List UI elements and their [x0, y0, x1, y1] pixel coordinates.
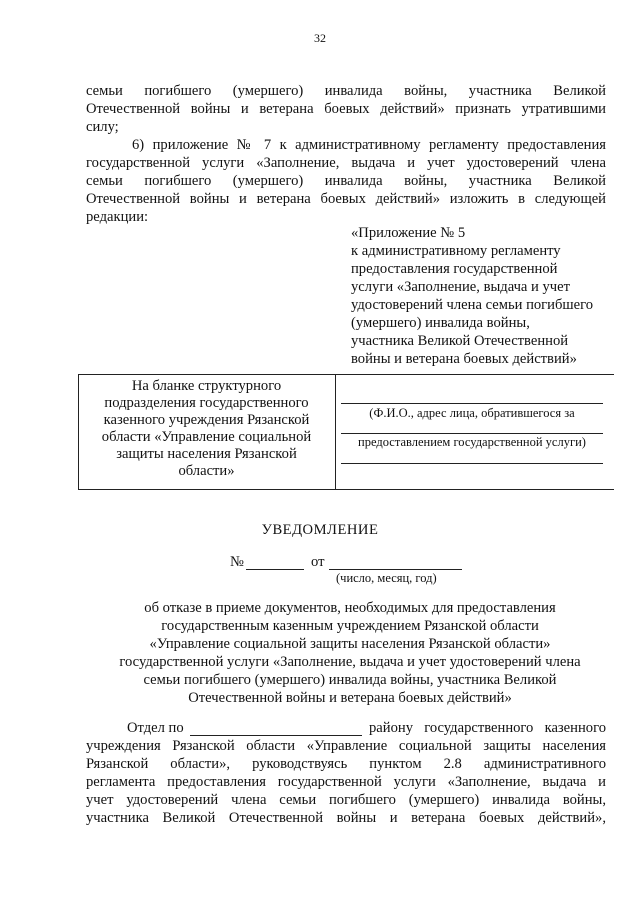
table-left-line: области «Управление социальной — [101, 429, 312, 445]
appendix-line: услуги «Заполнение, выдача и учет — [351, 279, 570, 295]
body-line: 6) приложение № 7 к административному регламенту предоставления — [132, 137, 606, 153]
department-prefix: Отдел по — [127, 720, 184, 736]
table-left-line: защиты населения Рязанской — [116, 446, 297, 462]
refusal-line: семьи погибшего (умершего) инвалида войны, участника Великой — [143, 672, 557, 688]
body-line: Отечественной войны и ветерана боевых действий» изложить в следующей — [86, 191, 606, 207]
table-left-line: области» — [178, 463, 235, 479]
body-line: силу; — [86, 119, 119, 135]
body-line: государственной услуги «Заполнение, выдача и учет удостоверений члена — [86, 155, 606, 171]
fio-underline-3 — [341, 463, 603, 464]
body-line: семьи погибшего (умершего) инвалида войны, участника Великой — [86, 173, 606, 189]
notice-title: УВЕДОМЛЕНИЕ — [261, 522, 379, 538]
appendix-line: к административному регламенту — [351, 243, 561, 259]
refusal-line: государственным казенным учреждением Рязанской области — [161, 618, 539, 634]
body-line: семьи погибшего (умершего) инвалида войны, участника Великой — [86, 83, 606, 99]
header-table — [78, 374, 614, 490]
table-border-top — [78, 374, 614, 375]
appendix-line: «Приложение № 5 — [351, 225, 466, 241]
district-blank — [190, 735, 362, 736]
table-left-line: На бланке структурного — [131, 378, 282, 394]
appendix-line: войны и ветерана боевых действий» — [351, 351, 577, 367]
department-line: учреждения Рязанской области «Управление социальной защиты населения — [86, 738, 606, 754]
refusal-line: «Управление социальной защиты населения Рязанской области» — [149, 636, 551, 652]
department-suffix: району государственного казенного — [369, 720, 606, 736]
service-caption: предоставлением государственной услуги) — [358, 435, 586, 449]
date-label: от — [311, 554, 325, 570]
fio-underline-2 — [341, 433, 603, 434]
appendix-line: предоставления государственной — [351, 261, 558, 277]
refusal-line: Отечественной войны и ветерана боевых действий» — [188, 690, 512, 706]
date-blank — [329, 569, 462, 570]
number-label: № — [230, 554, 244, 570]
department-line: регламента предоставления государственной услуги «Заполнение, выдача и — [86, 774, 606, 790]
department-line: учет удостоверений члена семьи погибшего (умершего) инвалида войны, — [86, 792, 606, 808]
table-divider — [335, 374, 336, 490]
body-line: Отечественной войны и ветерана боевых действий» признать утратившими — [86, 101, 606, 117]
table-border-bottom — [78, 489, 614, 490]
fio-underline-1 — [341, 403, 603, 404]
fio-caption: (Ф.И.О., адрес лица, обратившегося за — [369, 406, 575, 420]
refusal-line: государственной услуги «Заполнение, выдача и учет удостоверений члена — [119, 654, 581, 670]
body-line: редакции: — [86, 209, 149, 225]
appendix-line: участника Великой Отечественной — [351, 333, 569, 349]
department-line: участника Великой Отечественной войны и ветерана боевых действий», — [86, 810, 606, 826]
refusal-line: об отказе в приеме документов, необходимых для предоставления — [144, 600, 556, 616]
appendix-line: удостоверений члена семьи погибшего — [351, 297, 594, 313]
appendix-line: (умершего) инвалида войны, — [351, 315, 530, 331]
department-line: Рязанской области», руководствуясь пунктом 2.8 административного — [86, 756, 606, 772]
table-left-line: казенного учреждения Рязанской — [103, 412, 310, 428]
date-hint: (число, месяц, год) — [336, 571, 437, 585]
number-blank — [246, 569, 304, 570]
page-number: 32 — [314, 31, 326, 45]
table-left-line: подразделения государственного — [104, 395, 309, 411]
